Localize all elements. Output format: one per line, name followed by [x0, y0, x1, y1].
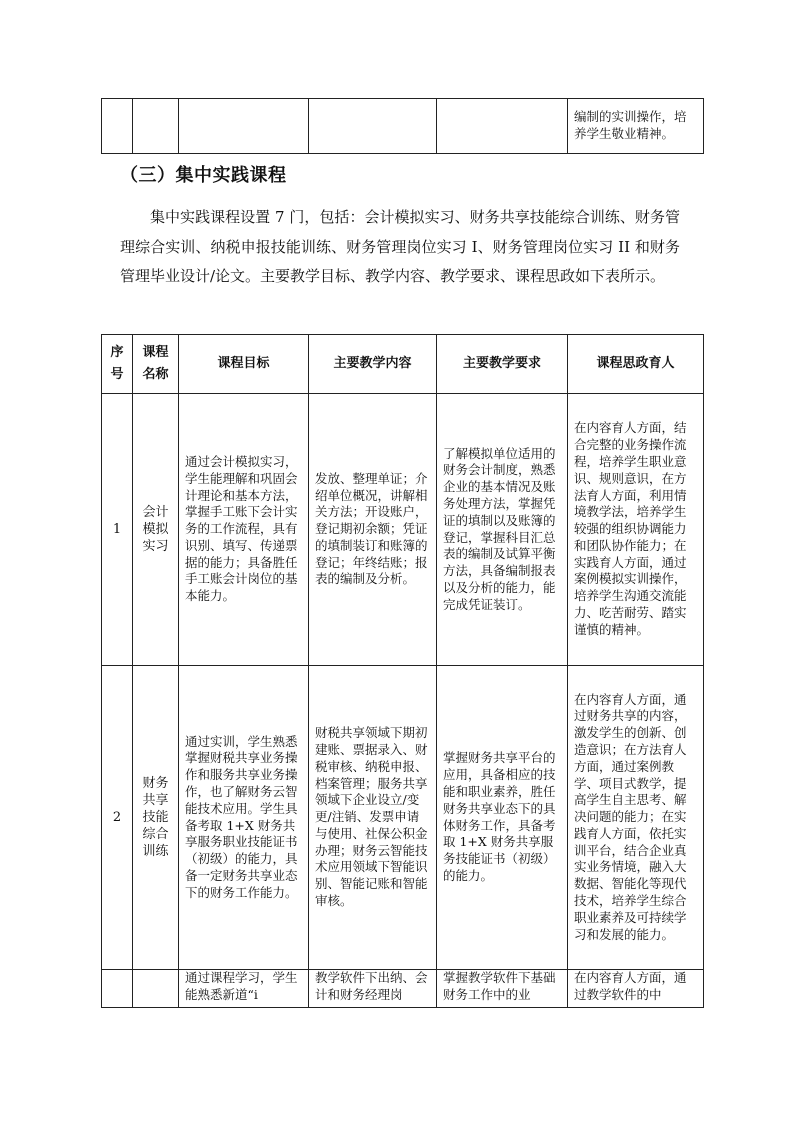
- row-course-name: [133, 970, 179, 1008]
- row-content: 教学软件下出纳、会计和财务经理岗: [315, 970, 428, 1002]
- row-ideology: 在内容育人方面，通过财务共享的内容，激发学生的创新、创造意识；在方法育人方面，通过案例教学、项目式教学，提高学生自主思考、解决问题的能力；在实践育人方面，依托实训平台，结合企业真实业务情境，融入大数据、智能化等现代技术，培养学生综合职业素养及可持续学习和发展的能力。: [574, 691, 687, 942]
- table-cell: [568, 99, 704, 154]
- row-requirement: 掌握教学软件下基础财务工作中的业: [443, 970, 556, 1002]
- table-header-row: [102, 335, 704, 394]
- row-course-name: 财务共享技能综合训练: [133, 666, 179, 970]
- table-cell: [133, 99, 179, 154]
- course-table: [101, 334, 704, 1008]
- row-goal: 通过实训，学生熟悉掌握财税共享业务操作和服务共享业务操作，也了解财务云智能技术应用。学生具备考取 1+X 财务共享服务职业技能证书（初级）的能力，具备一定财务共享业态下的财务工作能力。: [185, 733, 298, 900]
- table-cell: [437, 99, 568, 154]
- row-content: 财税共享领域下期初建账、票据录入、财税审核、纳税申报、档案管理；服务共享领域下企业设立/变更/注销、发票申请与使用、社保公积金办理；财务云智能技术应用领域下智能识别、智能记账和智能审核。: [315, 725, 428, 909]
- section-heading: （三）集中实践课程: [120, 165, 287, 186]
- header-ideology: 课程思政育人: [568, 335, 704, 394]
- previous-page-table: [101, 98, 704, 154]
- table-row: [102, 666, 704, 970]
- row-goal: 通过课程学习，学生能熟悉新道“i: [185, 970, 298, 1002]
- header-index: 序号: [102, 335, 133, 394]
- header-content: 主要教学内容: [309, 335, 437, 394]
- row-index: [102, 970, 133, 1008]
- row-requirement: 了解模拟单位适用的财务会计制度，熟悉企业的基本情况及账务处理方法，掌握凭证的填制以及账簿的登记，掌握科目汇总表的编制及试算平衡方法，具备编制报表以及分析的能力，能完成凭证装订。: [443, 445, 556, 612]
- ideology-text: 编制的实训操作，培养学生敬业精神。: [574, 109, 687, 141]
- row-index: 1: [102, 394, 133, 666]
- table-cell: [102, 99, 133, 154]
- row-index: 2: [102, 666, 133, 970]
- row-goal: 通过会计模拟实习，学生能理解和巩固会计理论和基本方法，掌握手工账下会计实务的工作流程，具有识别、填写、传递票据的能力；具备胜任手工账会计岗位的基本能力。: [185, 453, 298, 604]
- row-content: 发放、整理单证；介绍单位概况，讲解相关方法；开设账户，登记期初余额；凭证的填制装订和账簿的登记；年终结账；报表的编制及分析。: [315, 470, 428, 587]
- row-ideology: 在内容育人方面，结合完整的业务操作流程，培养学生职业意识、规则意识，在方法育人方面，利用情境教学法，培养学生较强的组织协调能力和团队协作能力；在实践育人方面，通过案例模拟实训操作，培养学生沟通交流能力、吃苦耐劳、踏实谨慎的精神。: [574, 420, 687, 637]
- row-course-name: 会计模拟实习: [133, 394, 179, 666]
- table-row: [102, 394, 704, 666]
- table-row: [102, 99, 704, 154]
- header-requirement: 主要教学要求: [437, 335, 568, 394]
- intro-paragraph: 集中实践课程设置 7 门，包括：会计模拟实习、财务共享技能综合训练、财务管理综合实训、纳税申报技能训练、财务管理岗位实习 I、财务管理岗位实习 II 和财务管理毕业设计/论文。主要教学目标、教学内容、教学要求、课程思政如下表所示。: [120, 208, 680, 285]
- table-row: [102, 970, 704, 1008]
- table-cell: [309, 99, 437, 154]
- row-ideology: 在内容育人方面，通过教学软件的中: [574, 970, 687, 1002]
- row-requirement: 掌握财务共享平台的应用，具备相应的技能和职业素养，胜任财务共享业态下的具体财务工作，具备考取 1+X 财务共享服务技能证书（初级）的能力。: [443, 750, 556, 883]
- header-goal: 课程目标: [179, 335, 309, 394]
- header-name: 课程名称: [133, 335, 179, 394]
- table-cell: [179, 99, 309, 154]
